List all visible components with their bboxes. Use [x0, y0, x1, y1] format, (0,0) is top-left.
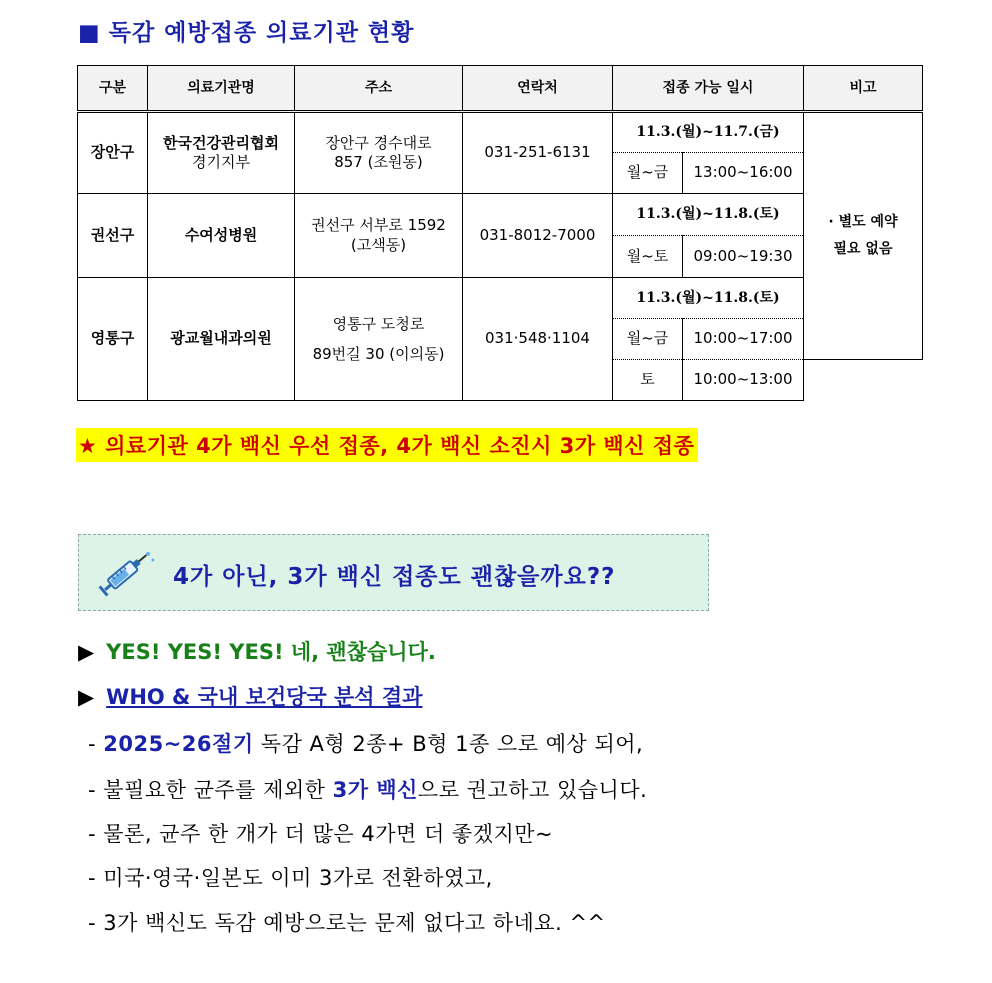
- square-bullet-icon: ■: [78, 20, 101, 46]
- clinic-branch: 경기지부: [192, 153, 250, 171]
- detail-text: 불필요한 균주를 제외한: [96, 778, 333, 802]
- detail-text: 으로 권고하고 있습니다.: [417, 778, 648, 802]
- phone-cell: 031-251-6131: [463, 112, 613, 194]
- syringe-icon: [93, 545, 157, 601]
- arrow-icon: ▶: [78, 685, 95, 709]
- detail-line: [88, 728, 643, 758]
- arrow-icon: ▶: [78, 640, 95, 664]
- header-schedule: 접종 가능 일시: [613, 66, 804, 112]
- detail-line: [88, 774, 647, 804]
- detail-line: - 물론, 균주 한 개가 더 많은 4가면 더 좋겠지만~: [88, 822, 554, 846]
- header-note: 비고: [804, 66, 923, 112]
- time-cell: 10:00~13:00: [683, 360, 804, 401]
- address-line: 89번길 30 (이의동): [312, 345, 445, 363]
- clinic-name: 수여성병원: [148, 194, 295, 278]
- bullet-who: [78, 681, 422, 711]
- detail-text: 독감 A형 2종+ B형 1종 으로 예상 되어,: [253, 732, 644, 756]
- header-district: 구분: [78, 66, 148, 112]
- address-line: 장안구 경수대로: [325, 133, 432, 152]
- day-cell: 월~금: [613, 319, 683, 360]
- clinic-name: 한국건강관리협회: [163, 133, 279, 152]
- dash: -: [88, 778, 97, 802]
- header-phone: 연락처: [463, 66, 613, 112]
- season-highlight: 2025~26절기: [103, 732, 254, 756]
- day-cell: 월~토: [613, 236, 683, 278]
- detail-line: - 미국·영국·일본도 이미 3가로 전환하였고,: [88, 866, 493, 890]
- table-row: [78, 194, 923, 236]
- vaccine-highlight: 3가 백신: [332, 778, 418, 802]
- header-address: 주소: [295, 66, 463, 112]
- phone-cell: 031·548·1104: [463, 278, 613, 401]
- table-row: [78, 112, 923, 153]
- day-cell: 토: [613, 360, 683, 401]
- period-cell: 11.3.(월)~11.8.(토): [613, 278, 804, 319]
- clinic-cell: [148, 112, 295, 194]
- header-clinic: 의료기관명: [148, 66, 295, 112]
- dash: -: [88, 732, 97, 756]
- phone-cell: 031-8012-7000: [463, 194, 613, 278]
- address-cell: [295, 278, 463, 401]
- question-text: 4가 아닌, 3가 백신 접종도 괜찮을까요??: [173, 564, 616, 590]
- district-cell: 권선구: [78, 194, 148, 278]
- clinic-table: [77, 65, 923, 401]
- address-line: (고색동): [350, 235, 407, 254]
- address-line: 857 (조원동): [334, 153, 423, 171]
- district-cell: 영통구: [78, 278, 148, 401]
- table-row: [78, 278, 923, 319]
- bullet-yes: [78, 636, 436, 666]
- period-cell: 11.3.(월)~11.7.(금): [613, 112, 804, 153]
- address-line: 권선구 서부로 1592: [311, 216, 446, 234]
- time-cell: 13:00~16:00: [683, 153, 804, 194]
- note-cell: [804, 112, 923, 360]
- time-cell: 10:00~17:00: [683, 319, 804, 360]
- address-line: 영통구 도청로: [332, 315, 425, 333]
- note-line: 필요 없음: [833, 241, 893, 257]
- address-cell: [295, 112, 463, 194]
- detail-line: - 3가 백신도 독감 예방으로는 문제 없다고 하네요. ^^: [88, 911, 606, 935]
- yes-text: YES! YES! YES! 네, 괜찮습니다.: [106, 640, 436, 664]
- period-cell: 11.3.(월)~11.8.(토): [613, 194, 804, 236]
- address-cell: [295, 194, 463, 278]
- section-title-text: 독감 예방접종 의료기관 현황: [108, 20, 415, 46]
- time-cell: 09:00~19:30: [683, 236, 804, 278]
- clinic-name: 광교월내과의원: [148, 278, 295, 401]
- district-cell: 장안구: [78, 112, 148, 194]
- who-text: WHO & 국내 보건당국 분석 결과: [106, 685, 423, 709]
- section-title: [78, 14, 414, 47]
- table-header-row: [78, 66, 923, 112]
- day-cell: 월~금: [613, 153, 683, 194]
- note-line: · 별도 예약: [828, 214, 898, 231]
- question-box: [78, 534, 709, 611]
- priority-notice: ★ 의료기관 4가 백신 우선 접종, 4가 백신 소진시 3가 백신 접종: [76, 428, 698, 462]
